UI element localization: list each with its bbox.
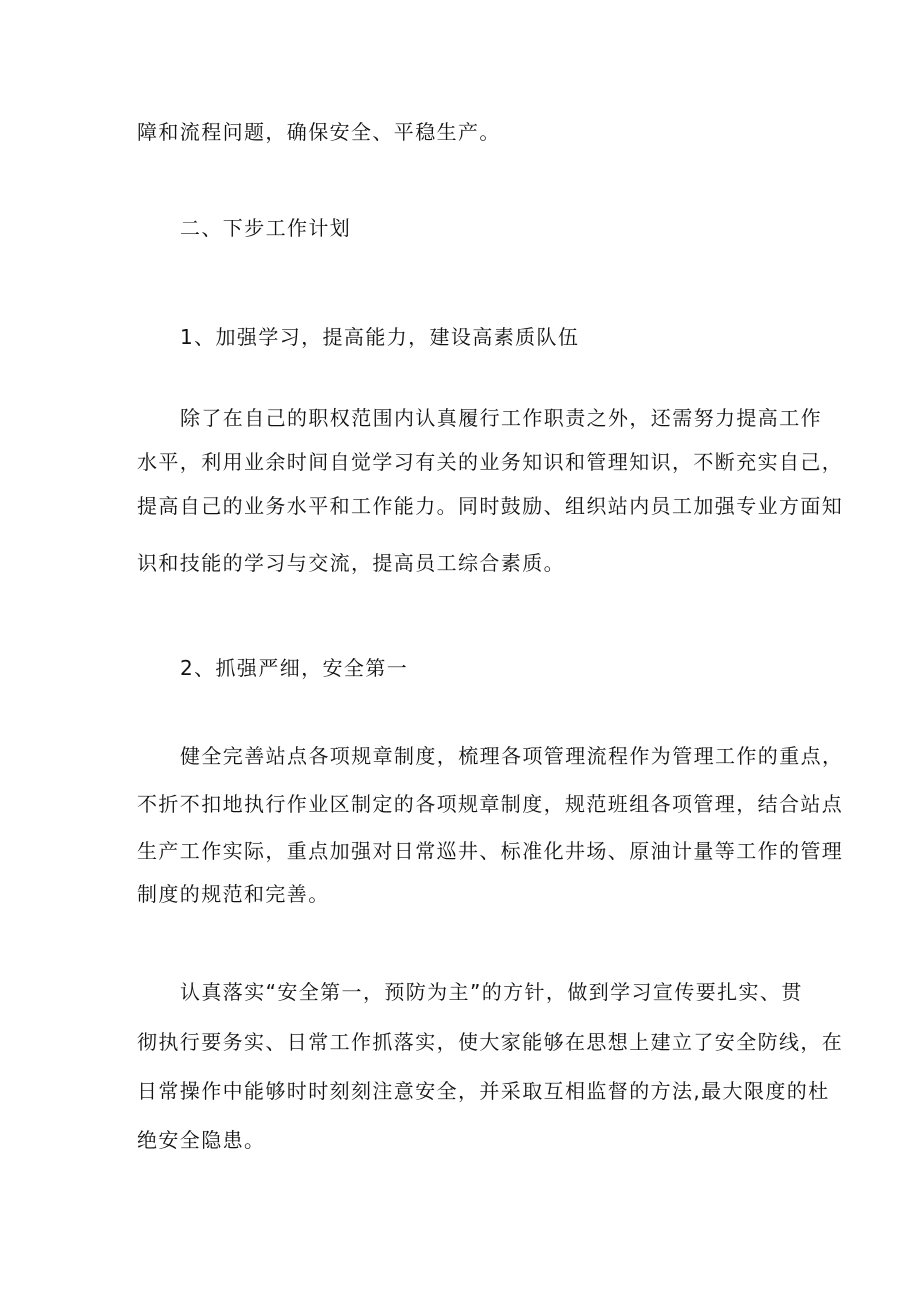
subsection-heading-safety: 2、抓强严细，安全第一	[180, 656, 409, 680]
paragraph-rules-line: 健全完善站点各项规章制度，梳理各项管理流程作为管理工作的重点，	[180, 744, 844, 768]
subsection-heading-learning: 1、加强学习，提高能力，建设高素质队伍	[180, 325, 580, 349]
paragraph-safety-line: 绝安全隐患。	[137, 1128, 266, 1152]
paragraph-rules-line: 制度的规范和完善。	[137, 882, 330, 906]
paragraph-safety-line: 彻执行要务实、日常工作抓落实，使大家能够在思想上建立了安全防线，在	[137, 1030, 844, 1054]
paragraph-learning-line: 除了在自己的职权范围内认真履行工作职责之外，还需努力提高工作	[180, 406, 822, 430]
paragraph-learning-line: 提高自己的业务水平和工作能力。同时鼓励、组织站内员工加强专业方面知	[137, 494, 844, 518]
paragraph-intro-line: 障和流程问题，确保安全、平稳生产。	[137, 120, 501, 144]
paragraph-rules-line: 不折不扣地执行作业区制定的各项规章制度，规范班组各项管理，结合站点	[137, 792, 844, 816]
paragraph-safety-line: 日常操作中能够时时刻刻注意安全，并采取互相监督的方法,最大限度的杜	[137, 1079, 830, 1103]
section-heading: 二、下步工作计划	[180, 216, 352, 240]
paragraph-safety-line: 认真落实“安全第一，预防为主”的方针，做到学习宣传要扎实、贯	[180, 980, 803, 1004]
paragraph-learning-line: 识和技能的学习与交流，提高员工综合素质。	[137, 551, 565, 575]
paragraph-learning-line: 水平，利用业余时间自觉学习有关的业务知识和管理知识，不断充实自己，	[137, 450, 844, 474]
paragraph-rules-line: 生产工作实际，重点加强对日常巡井、标准化井场、原油计量等工作的管理	[137, 839, 844, 863]
